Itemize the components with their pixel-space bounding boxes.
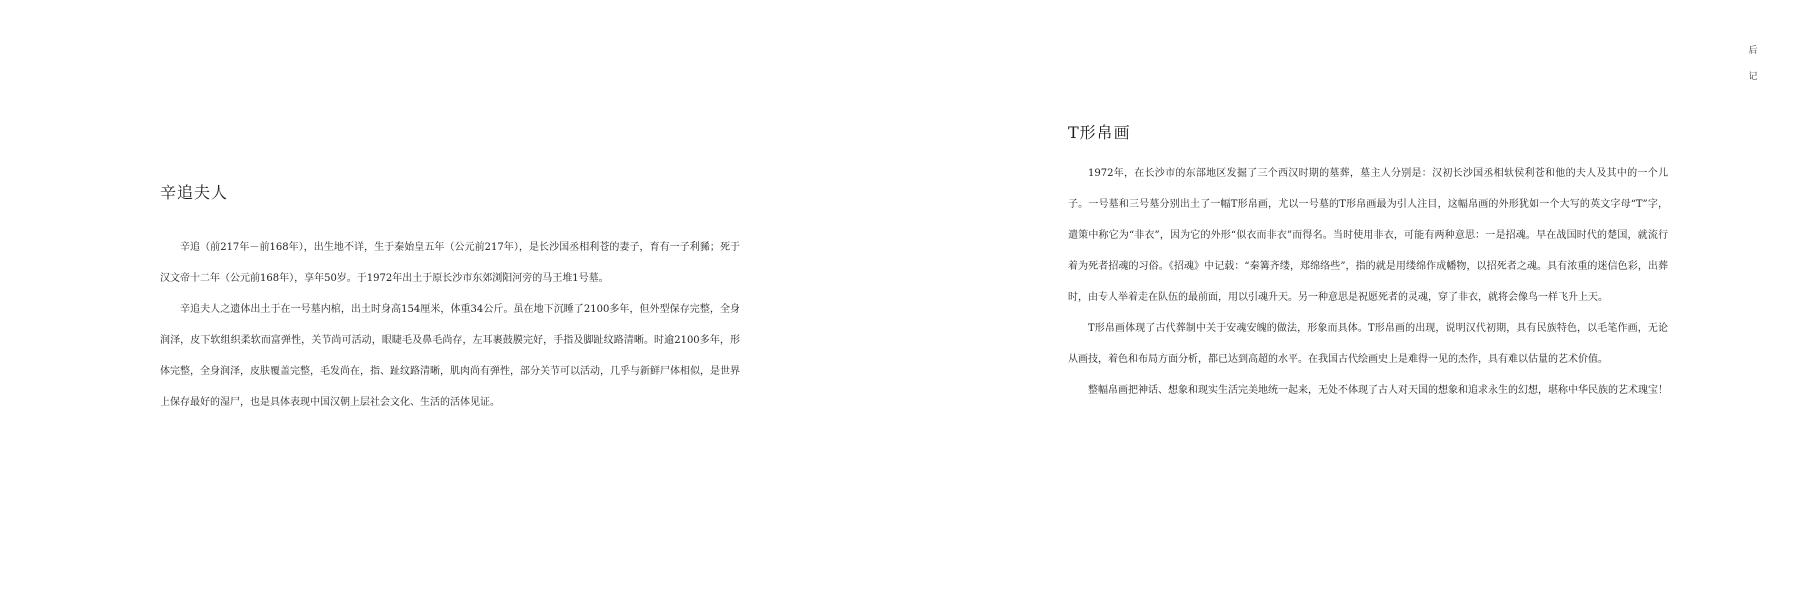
paragraph: T形帛画体现了古代葬制中关于安魂安魄的做法，形象而具体。T形帛画的出现，说明汉代初期，具有民族特色，以毛笔作画，无论从画技，着色和布局方面分析，都已达到高超的水平。在我国古代绘画史上是难得一见的杰作，具有难以估量的艺术价值。 xyxy=(1068,323,1668,365)
paragraph: 整幅帛画把神话、想象和现实生活完美地统一起来，无处不体现了古人对天国的想象和追求永生的幻想，堪称中华民族的艺术瑰宝！ xyxy=(1088,385,1668,396)
section-body-xinzhui xyxy=(160,232,740,418)
paragraph: 辛追（前217年－前168年），出生地不详，生于秦始皇五年（公元前217年），是长沙国丞相利苍的妻子，育有一子利豨；死于汉文帝十二年（公元前168年），享年50岁。于1972年出土于原长沙市东郊浏阳河旁的马王堆1号墓。 xyxy=(160,242,740,284)
chapter-side-label xyxy=(1746,38,1760,90)
section-title-t-silk-painting: T形帛画 xyxy=(1068,123,1131,142)
section-body-t-silk-painting xyxy=(1068,158,1668,406)
side-label-char: 后 xyxy=(1748,46,1758,56)
section-title-xinzhui: 辛追夫人 xyxy=(160,183,229,202)
paragraph: 辛追夫人之遗体出土于在一号墓内棺，出土时身高154厘米，体重34公斤。虽在地下沉睡了2100多年，但外型保存完整，全身润泽，皮下软组织柔软而富弹性，关节尚可活动，眼睫毛及鼻毛尚存，左耳裹鼓膜完好，手指及脚趾纹路清晰。时逾2100多年，形体完整，全身润泽，皮肤覆盖完整，毛发尚在，指、趾纹路清晰，肌肉尚有弹性，部分关节可以活动，几乎与新鲜尸体相似，是世界上保存最好的湿尸，也是具体表现中国汉朝上层社会文化、生活的活体见证。 xyxy=(160,304,740,408)
side-label-char: 记 xyxy=(1748,72,1758,82)
paragraph: 1972年，在长沙市的东部地区发掘了三个西汉时期的墓葬，墓主人分别是：汉初长沙国丞相轪侯利苍和他的夫人及其中的一个儿子。一号墓和三号墓分别出土了一幅T形帛画，尤以一号墓的T形帛画最为引人注目，这幅帛画的外形犹如一个大写的英文字母“T”字，遣策中称它为“非衣”，因为它的外形“似衣而非衣”而得名。当时使用非衣，可能有两种意思：一是招魂。早在战国时代的楚国，就流行着为死者招魂的习俗。《招魂》中记载：“秦篝齐缕，郑绵络些”，指的就是用缕绵作成幡物，以招死者之魂。具有浓重的迷信色彩，出葬时，由专人举着走在队伍的最前面，用以引魂升天。另一种意思是祝愿死者的灵魂，穿了非衣，就将会像鸟一样飞升上天。 xyxy=(1068,168,1668,303)
